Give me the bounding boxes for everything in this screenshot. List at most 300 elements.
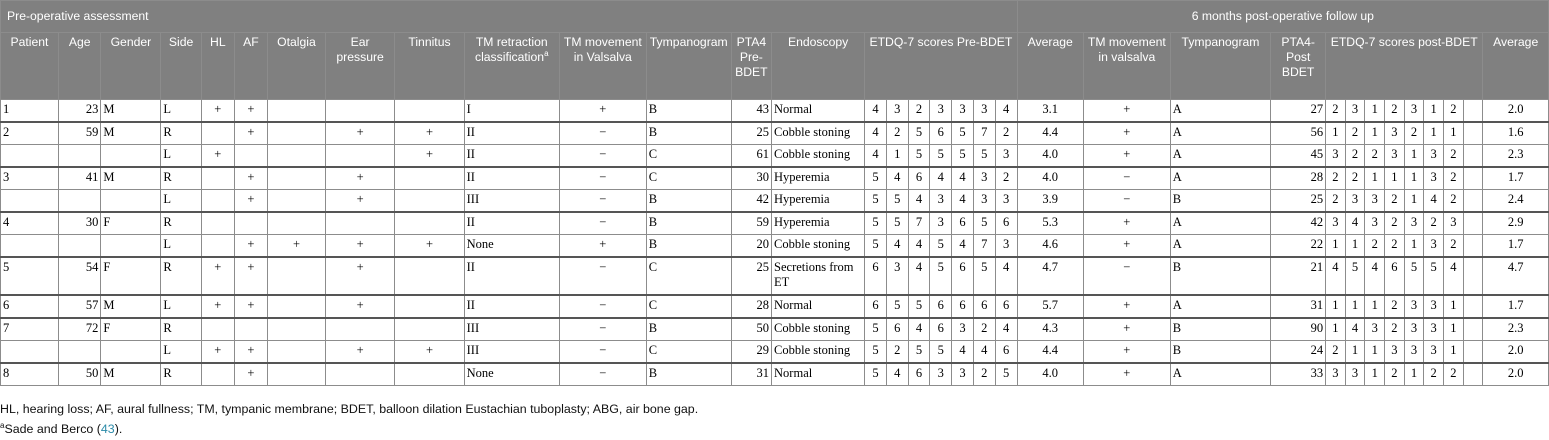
cell-etdq-pre-score: 7 (908, 212, 930, 235)
cell-etdq-post-spacer (1463, 318, 1483, 341)
cell-ear-pressure (325, 212, 394, 235)
cell-patient: 5 (1, 257, 59, 295)
cell-gender: F (101, 257, 161, 295)
cell-side: R (161, 318, 201, 341)
cell-etdq-post-score: 3 (1424, 145, 1444, 168)
cell-tm-movement: + (559, 235, 646, 258)
table-row (1, 257, 1549, 295)
cell-hl: + (201, 100, 234, 123)
cell-pta4-pre: 29 (731, 341, 771, 364)
cell-etdq-post-score: 2 (1365, 235, 1385, 258)
cell-tm-retraction: II (464, 212, 559, 235)
cell-side: R (161, 257, 201, 295)
cell-tm-movement-post: + (1083, 295, 1170, 318)
cell-average-post: 1.7 (1483, 235, 1549, 258)
table-row (1, 145, 1549, 168)
cell-tm-retraction: None (464, 235, 559, 258)
cell-tm-movement-post: + (1083, 100, 1170, 123)
cell-etdq-pre-score: 4 (952, 341, 974, 364)
cell-ear-pressure: + (325, 190, 394, 213)
cell-hl: + (201, 145, 234, 168)
cell-etdq-post-score: 1 (1424, 122, 1444, 145)
cell-hl (201, 190, 234, 213)
footnote-source-close: ). (114, 422, 123, 436)
cell-etdq-post-score: 1 (1326, 122, 1346, 145)
cell-etdq-pre-score: 5 (886, 190, 908, 213)
cell-otalgia (268, 145, 326, 168)
cell-patient: 1 (1, 100, 59, 123)
cell-etdq-post-score: 1 (1365, 167, 1385, 190)
col-header-tm-movement-post: TM movement in valsalva (1083, 33, 1170, 100)
cell-etdq-pre-score: 4 (952, 167, 974, 190)
cell-etdq-pre-score: 6 (930, 122, 952, 145)
cell-etdq-pre-score: 4 (930, 167, 952, 190)
cell-af (234, 212, 267, 235)
table-row (1, 235, 1549, 258)
cell-etdq-pre-score: 3 (886, 257, 908, 295)
cell-tinnitus (395, 212, 464, 235)
cell-af (234, 318, 267, 341)
cell-etdq-post-score: 1 (1365, 100, 1385, 123)
col-header-tympanogram-post: Tympanogram (1170, 33, 1270, 100)
cell-etdq-post-score: 1 (1365, 363, 1385, 386)
cell-etdq-pre-score: 3 (930, 363, 952, 386)
cell-etdq-post-score: 5 (1424, 257, 1444, 295)
col-header-pta4-post: PTA4-Post BDET (1271, 33, 1326, 100)
cell-etdq-post-score: 3 (1424, 295, 1444, 318)
cell-side: L (161, 235, 201, 258)
cell-etdq-pre-score: 6 (995, 212, 1017, 235)
cell-etdq-post-score: 3 (1404, 318, 1424, 341)
cell-etdq-pre-score: 2 (995, 122, 1017, 145)
cell-tympanogram-post: A (1170, 100, 1270, 123)
cell-gender: M (101, 122, 161, 145)
cell-tm-movement: − (559, 145, 646, 168)
cell-hl (201, 122, 234, 145)
cell-ear-pressure: + (325, 257, 394, 295)
cell-etdq-post-spacer (1463, 145, 1483, 168)
cell-etdq-post-score: 1 (1404, 145, 1424, 168)
table-row (1, 167, 1549, 190)
cell-pta4-post: 56 (1271, 122, 1326, 145)
cell-etdq-post-score: 1 (1365, 341, 1385, 364)
cell-tm-retraction: II (464, 295, 559, 318)
cell-average-post: 4.7 (1483, 257, 1549, 295)
cell-etdq-pre-score: 3 (973, 167, 995, 190)
cell-etdq-pre-score: 3 (995, 190, 1017, 213)
col-header-side: Side (161, 33, 201, 100)
cell-age: 41 (58, 167, 100, 190)
cell-side: L (161, 341, 201, 364)
cell-etdq-pre-score: 4 (908, 235, 930, 258)
cell-ear-pressure: + (325, 167, 394, 190)
cell-endoscopy: Normal (772, 100, 865, 123)
cell-etdq-pre-score: 5 (930, 341, 952, 364)
cell-age: 72 (58, 318, 100, 341)
cell-etdq-pre-score: 6 (865, 257, 887, 295)
cell-hl (201, 167, 234, 190)
cell-average-post: 2.3 (1483, 318, 1549, 341)
cell-etdq-pre-score: 6 (952, 295, 974, 318)
cell-tinnitus (395, 190, 464, 213)
cell-tinnitus (395, 100, 464, 123)
cell-tympanogram: B (646, 235, 731, 258)
cell-tm-movement-post: + (1083, 122, 1170, 145)
cell-etdq-post-score: 2 (1444, 190, 1464, 213)
cell-af: + (234, 167, 267, 190)
cell-etdq-pre-score: 4 (952, 235, 974, 258)
cell-etdq-post-spacer (1463, 167, 1483, 190)
cell-otalgia: + (268, 235, 326, 258)
cell-gender: F (101, 212, 161, 235)
col-header-tm-movement: TM movement in Valsalva (559, 33, 646, 100)
cell-etdq-pre-score: 5 (952, 145, 974, 168)
cell-etdq-post-spacer (1463, 341, 1483, 364)
cell-etdq-post-score: 3 (1365, 190, 1385, 213)
cell-etdq-pre-score: 6 (952, 212, 974, 235)
cell-average-pre: 4.0 (1017, 167, 1083, 190)
cell-tinnitus (395, 167, 464, 190)
cell-average-pre: 4.0 (1017, 145, 1083, 168)
cell-ear-pressure: + (325, 295, 394, 318)
table-row (1, 122, 1549, 145)
cell-average-post: 2.0 (1483, 341, 1549, 364)
cell-patient: 3 (1, 167, 59, 190)
cell-etdq-pre-score: 3 (886, 100, 908, 123)
cell-etdq-pre-score: 5 (995, 363, 1017, 386)
cell-etdq-post-score: 2 (1404, 122, 1424, 145)
col-header-hl: HL (201, 33, 234, 100)
cell-tympanogram-post: A (1170, 145, 1270, 168)
cell-etdq-post-score: 1 (1444, 122, 1464, 145)
cell-etdq-pre-score: 3 (995, 235, 1017, 258)
cell-ear-pressure: + (325, 235, 394, 258)
cell-pta4-pre: 61 (731, 145, 771, 168)
cell-otalgia (268, 295, 326, 318)
cell-etdq-post-score: 3 (1345, 363, 1365, 386)
cell-etdq-post-score: 2 (1345, 145, 1365, 168)
cell-patient (1, 145, 59, 168)
cell-etdq-post-score: 1 (1424, 100, 1444, 123)
cell-average-post: 1.6 (1483, 122, 1549, 145)
cell-etdq-pre-score: 6 (865, 295, 887, 318)
cell-tympanogram-post: B (1170, 318, 1270, 341)
cell-hl (201, 318, 234, 341)
cell-af: + (234, 190, 267, 213)
cell-etdq-post-score: 3 (1404, 212, 1424, 235)
tm-retraction-footnote-mark: a (544, 48, 549, 58)
cell-tm-movement-post: + (1083, 341, 1170, 364)
table-row (1, 212, 1549, 235)
cell-average-pre: 3.1 (1017, 100, 1083, 123)
cell-etdq-post-score: 2 (1385, 212, 1405, 235)
cell-etdq-post-score: 2 (1326, 167, 1346, 190)
cell-etdq-pre-score: 5 (908, 295, 930, 318)
cell-etdq-pre-score: 5 (973, 212, 995, 235)
cell-etdq-post-score: 2 (1326, 341, 1346, 364)
cell-etdq-post-score: 1 (1365, 122, 1385, 145)
cell-etdq-pre-score: 2 (886, 341, 908, 364)
cell-average-pre: 4.6 (1017, 235, 1083, 258)
col-header-average-post: Average (1483, 33, 1549, 100)
cell-gender (101, 190, 161, 213)
cell-otalgia (268, 363, 326, 386)
cell-tympanogram: C (646, 341, 731, 364)
cell-tm-retraction: II (464, 145, 559, 168)
cell-side: R (161, 122, 201, 145)
cell-af: + (234, 235, 267, 258)
cell-etdq-post-spacer (1463, 363, 1483, 386)
cell-pta4-post: 27 (1271, 100, 1326, 123)
cell-etdq-post-spacer (1463, 257, 1483, 295)
cell-pta4-pre: 42 (731, 190, 771, 213)
cell-etdq-pre-score: 2 (908, 100, 930, 123)
cell-etdq-pre-score: 3 (952, 318, 974, 341)
cell-etdq-post-score: 3 (1404, 295, 1424, 318)
cell-etdq-post-score: 2 (1424, 212, 1444, 235)
cell-etdq-post-score: 4 (1365, 257, 1385, 295)
cell-etdq-pre-score: 5 (865, 212, 887, 235)
cell-tympanogram: B (646, 363, 731, 386)
cell-tympanogram: C (646, 145, 731, 168)
cell-patient (1, 235, 59, 258)
cell-tm-retraction: II (464, 122, 559, 145)
cell-etdq-post-score: 2 (1444, 363, 1464, 386)
cell-tm-movement: − (559, 341, 646, 364)
cell-otalgia (268, 257, 326, 295)
cell-etdq-post-score: 4 (1444, 257, 1464, 295)
cell-etdq-pre-score: 5 (886, 295, 908, 318)
cell-age: 54 (58, 257, 100, 295)
cell-pta4-post: 33 (1271, 363, 1326, 386)
cell-tympanogram: B (646, 212, 731, 235)
cell-tm-movement-post: + (1083, 363, 1170, 386)
cell-etdq-post-score: 3 (1365, 318, 1385, 341)
cell-etdq-post-score: 1 (1345, 341, 1365, 364)
cell-endoscopy: Cobble stoning (772, 122, 865, 145)
col-header-etdq-post: ETDQ-7 scores post-BDET (1326, 33, 1483, 100)
cell-etdq-post-score: 3 (1326, 145, 1346, 168)
cell-patient (1, 341, 59, 364)
cell-hl (201, 363, 234, 386)
cell-etdq-pre-score: 5 (930, 145, 952, 168)
cell-tm-movement-post: + (1083, 212, 1170, 235)
cell-etdq-pre-score: 4 (865, 100, 887, 123)
cell-etdq-pre-score: 3 (952, 363, 974, 386)
footnote-source (0, 422, 122, 436)
cell-af: + (234, 341, 267, 364)
cell-endoscopy: Cobble stoning (772, 145, 865, 168)
cell-etdq-post-spacer (1463, 122, 1483, 145)
cell-etdq-pre-score: 4 (995, 257, 1017, 295)
cell-average-pre: 4.4 (1017, 341, 1083, 364)
cell-af: + (234, 363, 267, 386)
cell-etdq-post-score: 1 (1404, 363, 1424, 386)
cell-etdq-pre-score: 4 (865, 145, 887, 168)
cell-side: R (161, 363, 201, 386)
cell-etdq-pre-score: 6 (995, 295, 1017, 318)
cell-etdq-pre-score: 6 (886, 318, 908, 341)
cell-etdq-pre-score: 5 (930, 235, 952, 258)
cell-pta4-pre: 20 (731, 235, 771, 258)
cell-pta4-post: 28 (1271, 167, 1326, 190)
cell-side: R (161, 167, 201, 190)
cell-etdq-pre-score: 4 (908, 257, 930, 295)
cell-pta4-post: 42 (1271, 212, 1326, 235)
cell-tympanogram-post: A (1170, 295, 1270, 318)
cell-etdq-pre-score: 5 (908, 341, 930, 364)
cell-etdq-pre-score: 5 (973, 145, 995, 168)
table-row (1, 190, 1549, 213)
cell-etdq-post-score: 2 (1326, 100, 1346, 123)
cell-otalgia (268, 212, 326, 235)
col-header-tinnitus: Tinnitus (395, 33, 464, 100)
cell-tympanogram-post: A (1170, 235, 1270, 258)
cell-etdq-post-score: 2 (1385, 318, 1405, 341)
footnote-source-text: Sade and Berco ( (4, 422, 101, 436)
cell-etdq-pre-score: 5 (952, 122, 974, 145)
cell-etdq-post-score: 3 (1424, 341, 1444, 364)
footnote-citation-link[interactable]: 43 (100, 422, 115, 436)
cell-pta4-pre: 31 (731, 363, 771, 386)
table-row (1, 341, 1549, 364)
cell-pta4-post: 31 (1271, 295, 1326, 318)
cell-average-post: 2.3 (1483, 145, 1549, 168)
cell-hl: + (201, 257, 234, 295)
cell-tm-movement-post: − (1083, 257, 1170, 295)
cell-tm-movement-post: − (1083, 167, 1170, 190)
cell-hl: + (201, 295, 234, 318)
cell-pta4-pre: 25 (731, 122, 771, 145)
cell-pta4-pre: 50 (731, 318, 771, 341)
cell-age: 23 (58, 100, 100, 123)
cell-etdq-post-score: 6 (1385, 257, 1405, 295)
cell-tm-retraction: III (464, 341, 559, 364)
cell-patient: 7 (1, 318, 59, 341)
cell-tympanogram-post: B (1170, 341, 1270, 364)
cell-etdq-post-score: 4 (1424, 190, 1444, 213)
cell-etdq-post-score: 3 (1424, 318, 1444, 341)
cell-pta4-post: 22 (1271, 235, 1326, 258)
cell-age: 30 (58, 212, 100, 235)
cell-endoscopy: Normal (772, 363, 865, 386)
cell-side: L (161, 145, 201, 168)
cell-tm-movement: − (559, 257, 646, 295)
cell-etdq-post-score: 3 (1424, 235, 1444, 258)
col-header-average: Average (1017, 33, 1083, 100)
cell-etdq-post-score: 3 (1345, 190, 1365, 213)
footnote-source-mark: a (0, 420, 5, 430)
cell-ear-pressure: + (325, 122, 394, 145)
cell-side: L (161, 295, 201, 318)
cell-tm-retraction: III (464, 190, 559, 213)
cell-gender: F (101, 318, 161, 341)
cell-etdq-post-spacer (1463, 100, 1483, 123)
cell-etdq-pre-score: 2 (973, 363, 995, 386)
cell-etdq-pre-score: 4 (886, 235, 908, 258)
cell-etdq-post-score: 2 (1345, 167, 1365, 190)
cell-age (58, 190, 100, 213)
cell-average-post: 2.0 (1483, 100, 1549, 123)
cell-etdq-post-score: 2 (1385, 235, 1405, 258)
cell-tm-movement: − (559, 318, 646, 341)
cell-tympanogram: C (646, 295, 731, 318)
cell-average-pre: 5.3 (1017, 212, 1083, 235)
cell-average-pre: 4.3 (1017, 318, 1083, 341)
cell-tympanogram-post: B (1170, 190, 1270, 213)
cell-etdq-post-score: 1 (1365, 295, 1385, 318)
col-header-otalgia: Otalgia (268, 33, 326, 100)
col-header-patient: Patient (1, 33, 59, 100)
cell-etdq-post-spacer (1463, 235, 1483, 258)
cell-etdq-pre-score: 2 (886, 122, 908, 145)
cell-etdq-post-score: 1 (1404, 190, 1424, 213)
cell-etdq-post-score: 3 (1326, 212, 1346, 235)
cell-endoscopy: Secretions from ET (772, 257, 865, 295)
cell-patient (1, 190, 59, 213)
cell-tympanogram: B (646, 122, 731, 145)
cell-patient: 2 (1, 122, 59, 145)
cell-af: + (234, 122, 267, 145)
cell-etdq-post-score: 4 (1326, 257, 1346, 295)
cell-tm-retraction: None (464, 363, 559, 386)
cell-etdq-pre-score: 7 (973, 122, 995, 145)
cell-tympanogram-post: A (1170, 167, 1270, 190)
cell-tm-retraction: III (464, 318, 559, 341)
cell-otalgia (268, 190, 326, 213)
cell-hl: + (201, 341, 234, 364)
cell-af: + (234, 257, 267, 295)
cell-average-post: 1.7 (1483, 167, 1549, 190)
cell-otalgia (268, 122, 326, 145)
cell-average-pre: 3.9 (1017, 190, 1083, 213)
cell-etdq-post-score: 2 (1444, 145, 1464, 168)
cell-etdq-pre-score: 5 (930, 257, 952, 295)
cell-etdq-pre-score: 1 (886, 145, 908, 168)
cell-pta4-pre: 43 (731, 100, 771, 123)
cell-etdq-pre-score: 5 (865, 167, 887, 190)
table-row (1, 363, 1549, 386)
cell-tinnitus (395, 257, 464, 295)
cell-etdq-post-spacer (1463, 212, 1483, 235)
cell-etdq-post-score: 1 (1444, 341, 1464, 364)
cell-etdq-post-score: 3 (1404, 341, 1424, 364)
cell-etdq-post-score: 5 (1345, 257, 1365, 295)
cell-side: L (161, 190, 201, 213)
cell-gender (101, 235, 161, 258)
cell-etdq-post-score: 3 (1385, 122, 1405, 145)
cell-average-post: 1.7 (1483, 295, 1549, 318)
cell-pta4-pre: 30 (731, 167, 771, 190)
cell-etdq-pre-score: 6 (952, 257, 974, 295)
col-header-tympanogram: Tympanogram (646, 33, 731, 100)
cell-average-post: 2.9 (1483, 212, 1549, 235)
cell-tm-movement: − (559, 363, 646, 386)
cell-etdq-pre-score: 2 (995, 167, 1017, 190)
table-row (1, 295, 1549, 318)
cell-etdq-pre-score: 5 (973, 257, 995, 295)
cell-etdq-post-score: 1 (1326, 235, 1346, 258)
cell-otalgia (268, 100, 326, 123)
cell-tm-movement: − (559, 122, 646, 145)
cell-average-post: 2.0 (1483, 363, 1549, 386)
cell-endoscopy: Hyperemia (772, 190, 865, 213)
col-header-af: AF (234, 33, 267, 100)
cell-etdq-pre-score: 5 (908, 145, 930, 168)
cell-etdq-post-score: 3 (1404, 100, 1424, 123)
cell-tm-movement: − (559, 212, 646, 235)
cell-tm-movement-post: + (1083, 318, 1170, 341)
